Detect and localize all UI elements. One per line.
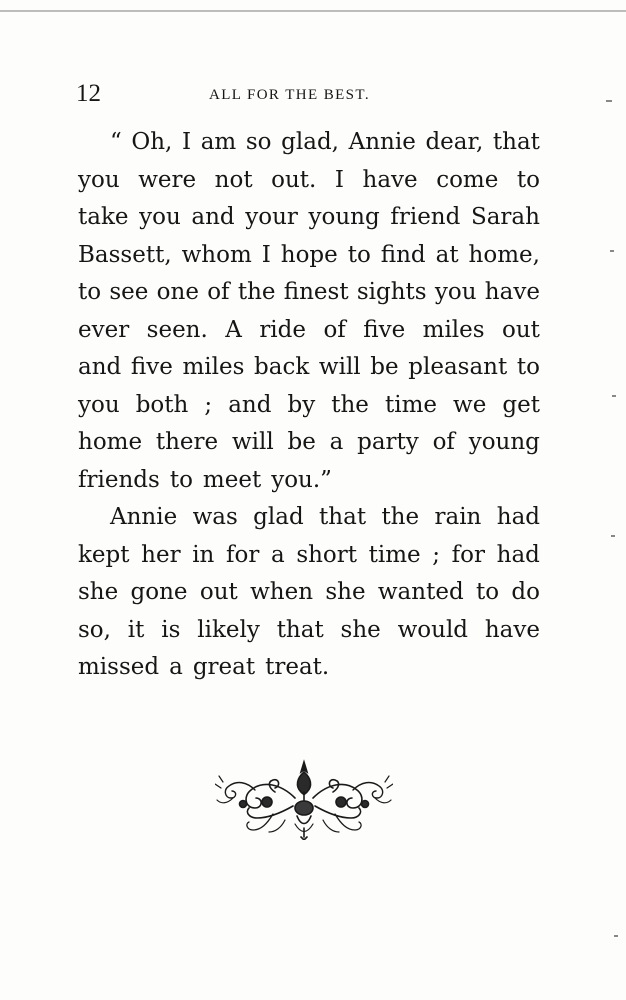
- text-line: you were not out. I have come to: [78, 166, 540, 193]
- text-line: ever seen. A ride of five miles out: [78, 316, 540, 343]
- paper-speck: [610, 250, 614, 252]
- text-line: she gone out when she wanted to do: [78, 579, 540, 605]
- text-line: to see one of the finest sights you have: [78, 279, 540, 305]
- paper-speck: [614, 935, 618, 937]
- paper-speck: [612, 395, 616, 397]
- text-line: Bassett, whom I hope to find at home,: [78, 241, 540, 268]
- text-line: friends to meet you.”: [78, 466, 332, 493]
- text-line: home there will be a party of young: [78, 429, 540, 455]
- text-line: take you and your young friend Sarah: [78, 204, 540, 230]
- paper-speck: [611, 535, 615, 537]
- running-head: ALL FOR THE BEST.: [209, 87, 371, 103]
- floral-vignette-icon: [215, 758, 393, 840]
- page-number: 12: [76, 80, 101, 107]
- text-line: kept her in for a short time ; for had: [78, 541, 540, 568]
- text-line: so, it is likely that she would have: [78, 616, 540, 643]
- page-header: [76, 80, 540, 108]
- text-line: you both ; and by the time we get: [78, 391, 540, 418]
- text-line: and five miles back will be pleasant to: [78, 354, 540, 380]
- text-line: Annie was glad that the rain had: [110, 504, 540, 530]
- paragraph-2: [78, 499, 540, 687]
- text-line: “ Oh, I am so glad, Annie dear, that: [110, 129, 540, 155]
- body-text: [78, 124, 540, 687]
- paper-speck: [606, 100, 612, 102]
- top-edge-rule: [0, 10, 626, 12]
- paragraph-1: [78, 124, 540, 499]
- text-line: missed a great treat.: [78, 654, 330, 680]
